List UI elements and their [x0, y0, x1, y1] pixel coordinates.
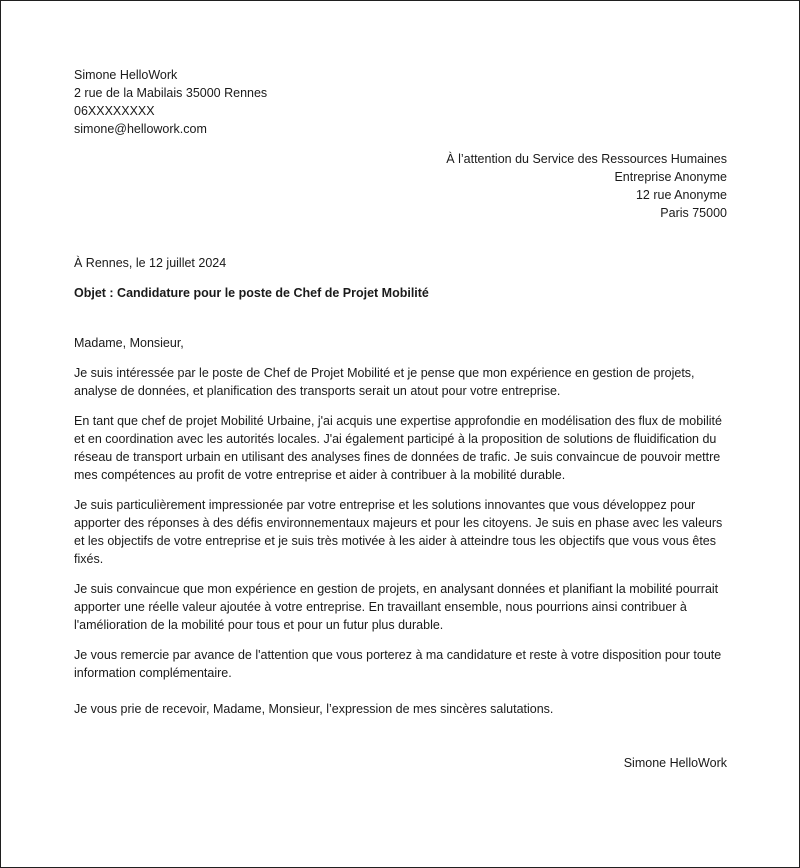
paragraph-4: Je suis convaincue que mon expérience en gestion de projets, en analysant données et planifiant la mobilité pourrait apporter une réelle valeur ajoutée à votre entreprise. En travaillant ensemble, nous pourrions ainsi contribuer à l'amélioration de la mobilité pour tous et pour un futur plus durable.: [74, 582, 719, 632]
sender-block: [74, 66, 727, 138]
recipient-block: [74, 150, 727, 222]
sender-name: Simone HelloWork: [74, 68, 178, 82]
paragraph-3: Je suis particulièrement impressionée par votre entreprise et les solutions innovantes que vous développez pour apporter des réponses à des défis environnementaux majeurs et pour les citoyens. Je suis en phase avec les valeurs et les objectifs de votre entreprise et je suis très motivée à les aider à atteindre tous les objectifs que vous vous êtes fixés.: [74, 498, 723, 566]
paragraph-5: Je vous remercie par avance de l'attention que vous porterez à ma candidature et reste à votre disposition pour toute information complémentaire.: [74, 648, 722, 680]
letter-body: [74, 66, 727, 772]
sender-email: simone@hellowork.com: [74, 122, 207, 136]
recipient-city: Paris 75000: [660, 206, 727, 220]
date-line: À Rennes, le 12 juillet 2024: [74, 256, 227, 270]
signature: Simone HelloWork: [623, 756, 727, 770]
sender-phone: 06XXXXXXXX: [74, 104, 155, 118]
recipient-street: 12 rue Anonyme: [635, 188, 727, 202]
recipient-attention: À l’attention du Service des Ressources Humaines: [446, 152, 727, 166]
paragraph-2: En tant que chef de projet Mobilité Urbaine, j'ai acquis une expertise approfondie en modélisation des flux de mobilité et en coordination avec les autorités locales. J'ai également participé à la proposition de solutions de fluidification du réseau de transport urbain en utilisant des analyses fines de données de trafic. Je suis convaincue de pouvoir mettre mes compétences au profit de votre entreprise et aider à contribuer à la mobilité durable.: [74, 414, 722, 482]
paragraph-1: Je suis intéressée par le poste de Chef de Projet Mobilité et je pense que mon expérience en gestion de projets, analyse de données, et planification des transports serait un atout pour votre entreprise.: [74, 366, 695, 398]
closing-line: Je vous prie de recevoir, Madame, Monsieur, l’expression de mes sincères salutations.: [74, 702, 554, 716]
sender-address: 2 rue de la Mabilais 35000 Rennes: [74, 86, 268, 100]
salutation: Madame, Monsieur,: [74, 336, 184, 350]
recipient-company: Entreprise Anonyme: [614, 170, 727, 184]
subject-line: Objet : Candidature pour le poste de Chef de Projet Mobilité: [74, 286, 429, 300]
